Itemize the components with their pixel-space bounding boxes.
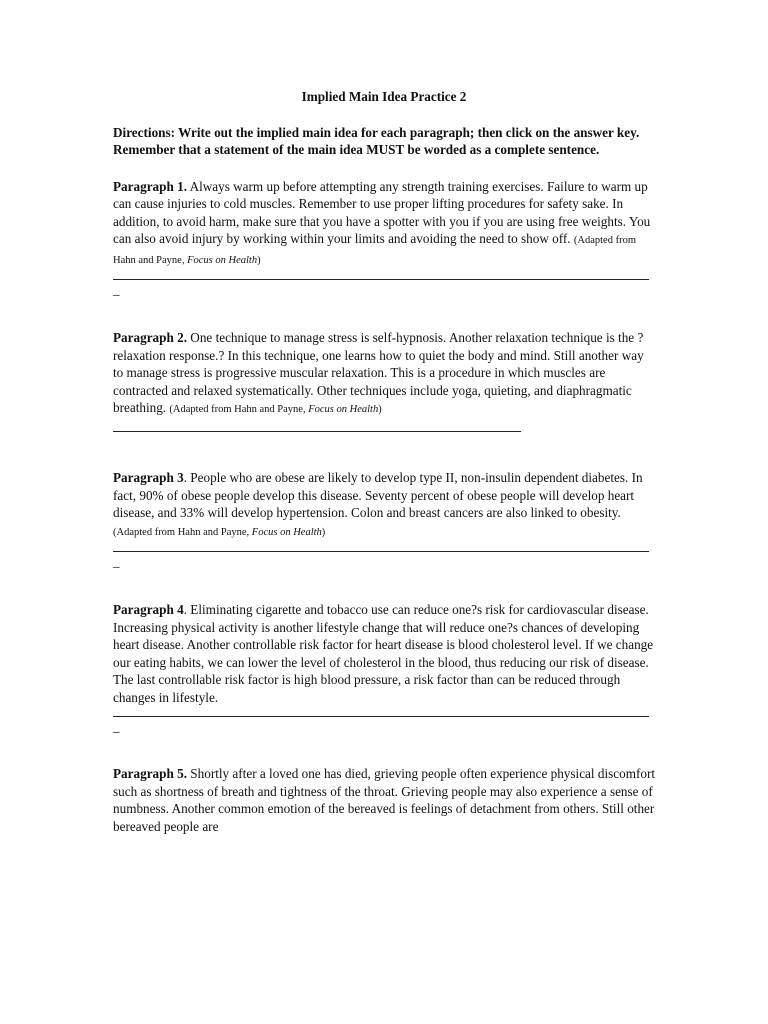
paragraph-5-block xyxy=(113,765,655,835)
paragraph-1-text xyxy=(113,178,655,270)
paragraph-5-label: Paragraph 5. xyxy=(113,766,187,781)
source-prefix: (Adapted from Hahn and Payne, xyxy=(113,526,252,538)
answer-line-4-dash: _ xyxy=(113,719,120,734)
paragraph-2-source xyxy=(169,404,381,415)
paragraph-4-block xyxy=(113,601,655,737)
paragraph-5-text xyxy=(113,765,655,835)
paragraph-4-label: Paragraph 4 xyxy=(113,602,184,617)
source-title: Focus on Health xyxy=(251,526,322,538)
paragraph-3-text xyxy=(113,469,655,541)
paragraph-2-body: One technique to manage stress is self-hypnosis. Another relaxation technique is the ?relaxation response.? In this technique, one learns how to quiet the body and mind. Still another way to manage stress is progressive muscular relaxation. This is a procedure in which muscles are contracted and relaxed systematically. Other techniques include yoga, quieting, and diaphragmatic breathing. xyxy=(113,330,644,415)
source-suffix: ) xyxy=(378,404,382,415)
page-title: Implied Main Idea Practice 2 xyxy=(301,89,467,104)
paragraph-1-block xyxy=(113,178,655,301)
paragraph-2-text xyxy=(113,329,655,436)
paragraph-1-body: Always warm up before attempting any strength training exercises. Failure to warm up can cause injuries to cold muscles. Remember to use proper lifting procedures for safety sake. In addition, to avoid harm, make sure that you have a spotter with you if you are using free weights. You can also avoid injury by working within your limits and avoiding the need to show off. xyxy=(113,178,651,246)
source-suffix: ) xyxy=(321,526,326,538)
paragraph-4-body: . Eliminating cigarette and tobacco use can reduce one?s risk for cardiovascular disease. Increasing physical activity is another lifestyle change that will reduce one?s chances of developing heart disease. Another controllable risk factor for heart disease is blood cholesterol level. If we change our eating habits, we can lower the level of cholesterol in the blood, thus reducing our risk of disease. The last controllable risk factor is high blood pressure, a risk factor than can be reduced through changes in lifestyle. xyxy=(113,602,654,705)
source-prefix: (Adapted from Hahn and Payne, xyxy=(169,404,309,415)
paragraph-2-label: Paragraph 2. xyxy=(113,330,187,345)
worksheet-content xyxy=(113,88,655,835)
source-prefix: (Adapted from Hahn and Payne, xyxy=(113,235,636,266)
paragraph-5-body: Shortly after a loved one has died, grieving people often experience physical discomfort such as shortness of breath and tightness of the throat. Grieving people may also experience a sense of numbness. Another common emotion of the bereaved is feelings of detachment from others. Still other bereaved people are xyxy=(113,766,656,834)
answer-line-2[interactable] xyxy=(113,419,521,432)
source-title: Focus on Health xyxy=(187,254,258,266)
paragraph-3-body: . People who are obese are likely to develop type II, non-insulin dependent diabetes. In fact, 90% of obese people develop this disease. Seventy percent of obese people will develop heart disease, and 33% will develop hypertension. Colon and breast cancers are also linked to obesity. xyxy=(113,470,643,520)
source-suffix: ) xyxy=(257,254,261,266)
paragraph-3-block xyxy=(113,469,655,572)
source-title: Focus on Health xyxy=(308,404,379,415)
paragraph-3-source xyxy=(113,527,325,538)
paragraph-2-block xyxy=(113,329,655,436)
paragraph-4-text xyxy=(113,601,655,706)
answer-line-3-dash: _ xyxy=(113,554,120,569)
paragraph-1-label: Paragraph 1. xyxy=(113,178,187,194)
directions-text: Directions: Write out the implied main idea for each paragraph; then click on the answer key. Remember that a statement of the main idea MUST be worded as a complete sentence. xyxy=(113,124,640,157)
paragraph-3-label: Paragraph 3 xyxy=(113,470,184,485)
answer-line-1-dash: _ xyxy=(113,282,120,297)
